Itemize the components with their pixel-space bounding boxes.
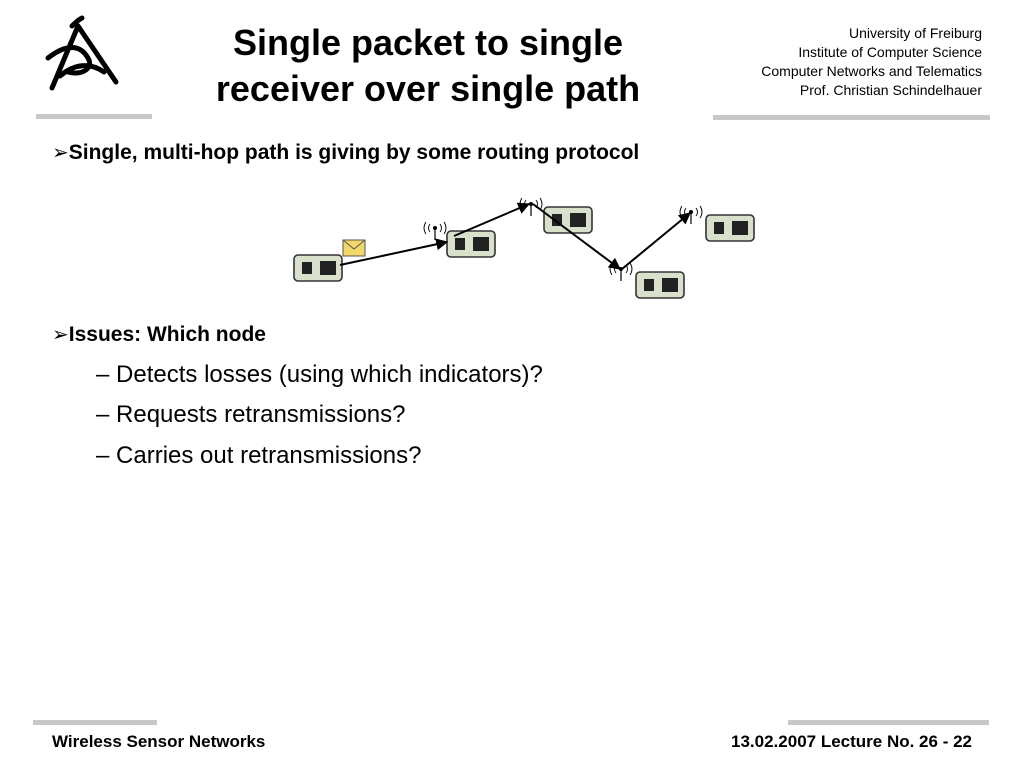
bullet-issues [52,322,266,347]
antenna-icon [424,222,446,240]
envelope-icon [343,240,365,256]
sensor-node-source [294,255,342,281]
top-divider-left [36,114,152,119]
sub-item-carries [96,442,421,470]
affiliation-university: University of Freiburg [848,25,982,41]
bullet-arrow-icon: ➢ [52,142,69,164]
top-divider-right [713,115,990,120]
affiliation-institute: Institute of Computer Science [798,44,982,60]
footer-course-title: Wireless Sensor Networks [52,732,266,751]
affiliation-block [761,24,982,100]
sensor-node-receiver [706,215,754,241]
sub-item-text: Detects losses (using which indicators)? [116,361,543,388]
dash-marker: – [96,361,110,388]
sub-item-text: Carries out retransmissions? [116,442,422,469]
antenna-icon [610,263,632,281]
title-line-2: receiver over single path [215,68,641,109]
affiliation-group: Computer Networks and Telematics [761,63,982,79]
affiliation-professor: Prof. Christian Schindelhauer [799,82,982,98]
bottom-divider-right [788,720,989,725]
sub-item-detects [96,361,543,389]
university-logo [38,14,128,96]
sub-item-requests [96,401,405,429]
antenna-icon [680,206,702,224]
dash-marker: – [96,401,110,428]
sensor-node-hop-3 [636,272,684,298]
footer-date-lecture: 13.02.2007 Lecture No. 26 - 22 [731,732,972,751]
sub-item-text: Requests retransmissions? [116,401,406,428]
bullet-routing [52,140,639,165]
hop-arrow-4 [622,213,690,269]
dash-marker: – [96,442,110,469]
multi-hop-path-diagram [286,192,766,308]
title-line-1: Single packet to single [232,22,624,63]
bullet-arrow-icon: ➢ [52,324,69,346]
bottom-divider-left [33,720,157,725]
bullet-routing-text: Single, multi-hop path is giving by some routing protocol [68,141,640,164]
slide-title [160,20,696,112]
bullet-issues-text: Issues: Which node [68,323,266,346]
